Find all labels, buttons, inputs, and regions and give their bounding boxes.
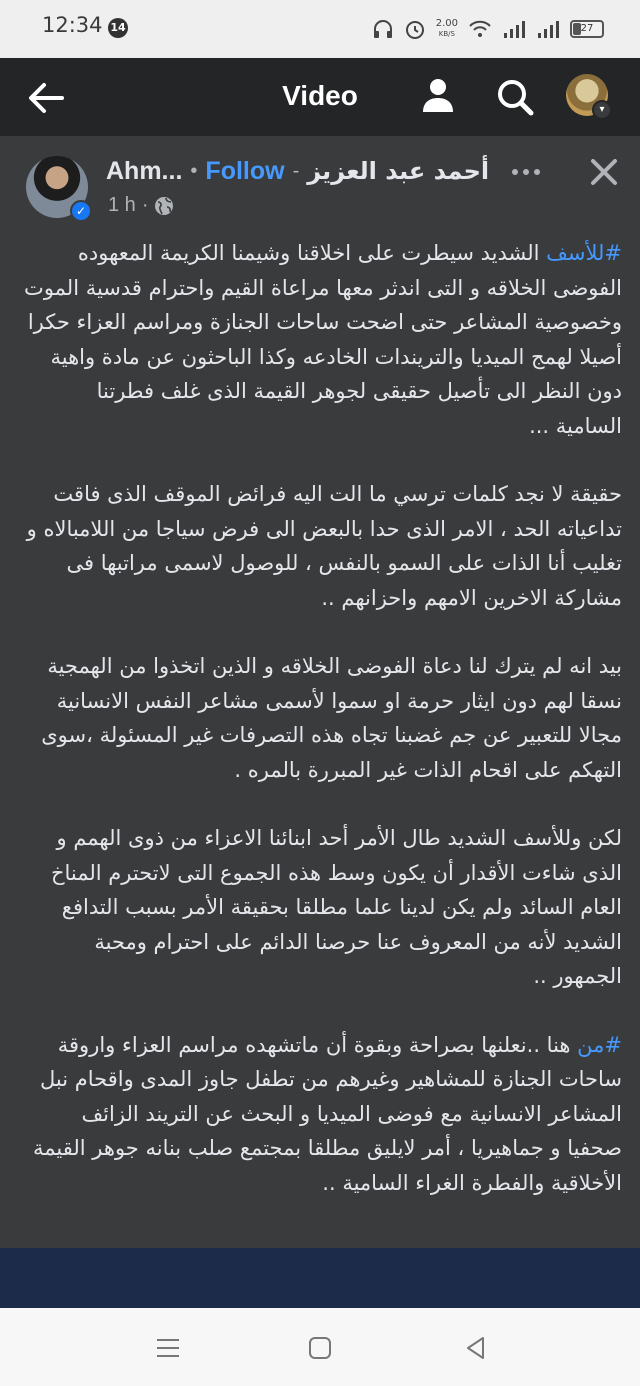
speed-unit: KB/S: [438, 30, 455, 38]
paragraph-text: الشديد سيطرت على اخلاقنا وشيمنا الكريمة المعهوده الفوضى الخلاقه و التى اندثر معها مراعاة القيم واحترام قدسية الموت وخصوصية المشاعر حتى اضحت ساحات الجنازة ومراسم العزاء حكرا أصيلا لهمج الميديا والتريندات الخادعه وكذا الباحثون عن مادة واهية دون النظر الى تأصيل حقيقى لجوهر القيمة الذى غلف فطرتنا السامية ...: [24, 241, 622, 438]
search-icon[interactable]: [494, 76, 536, 118]
paragraph-text: حقيقة لا نجد كلمات ترسي ما الت اليه فرائض الموقف الذى فاقت تداعياته الحد ، الامر الذى حدا بالبعض الى فرض سياجا من اللامبالاه و تغليب أنا الذات على السمو بالنفس ، للوصول لاسمى مراتبها فى مشاركة الاخرين الامهم واحزانهم ..: [26, 482, 622, 610]
separator-dash: -: [292, 159, 300, 182]
battery-level: 27: [580, 23, 594, 34]
hashtag-link[interactable]: #من: [577, 1032, 622, 1057]
paragraph-text: لكن وللأسف الشديد طال الأمر أحد ابنائنا الاعزاء من ذوى الهمم و الذى شاءت الأقدار أن يكون وسط هذه الجموع التى لاتحترم المناخ العام السائد ولم يكن لدينا علما مطلقا بحقيقة الأمر بسبب التدافع الشديد لأنه من المعروف عنا حرصنا الدائم على احترام ومحبة الجمهور ..: [50, 826, 622, 988]
signal-icon-2: [536, 19, 560, 39]
author-name[interactable]: Ahm...: [106, 156, 183, 185]
post-text: [24, 236, 622, 1234]
account-avatar-button[interactable]: [566, 74, 612, 120]
more-dots-icon[interactable]: [508, 158, 544, 186]
post-paragraph: [24, 477, 622, 615]
hashtag-link[interactable]: #للأسف: [546, 241, 622, 265]
person-icon[interactable]: [418, 76, 458, 116]
post-paragraph: [24, 1028, 622, 1201]
separator-dot: •: [190, 159, 198, 182]
close-icon[interactable]: [586, 154, 622, 190]
status-time: 12:34: [42, 13, 103, 37]
status-bar: [0, 0, 640, 58]
post-paragraph: [24, 236, 622, 443]
speed-value: 2.00: [435, 18, 458, 29]
media-strip: [0, 1248, 640, 1308]
post-paragraph: [24, 649, 622, 787]
post-meta: [108, 194, 174, 217]
wifi-icon: [468, 19, 492, 39]
home-icon[interactable]: [306, 1334, 334, 1362]
notification-count-badge: 14: [108, 18, 128, 38]
paragraph-text: بيد انه لم يترك لنا دعاة الفوضى الخلاقه و الذين اتخذوا من الهمجية نسقا لهم دون ايثار حرمة او سموا لأسمى مشاعر النفس الانسانية مجالا للتعبير عن جم غضبنا تجاه هذه التصرفات غير المسئولة ،سوى التهكم على اقحام الذات غير المبررة بالمره .: [41, 654, 622, 782]
status-icons: [372, 14, 604, 44]
signal-icon: [502, 19, 526, 39]
post: [0, 136, 640, 1248]
system-nav-bar: [0, 1308, 640, 1386]
app-bar: [0, 58, 640, 136]
paragraph-text: هنا ..نعلنها بصراحة وبقوة أن ماتشهده مراسم العزاء واروقة ساحات الجنازة للمشاهير وغيرهم من تطفل جاوز المدى واقحام نبل المشاعر الانسانية مع فوضى الميديا و البحث عن التريند الزائف صحفيا و جماهيريا ، أمر لايليق مطلقا بمجتمع صلب بنانه جوهر القيمة الأخلاقية والفطرة الغراء السامية ..: [33, 1032, 622, 1195]
follow-button[interactable]: Follow: [205, 156, 285, 185]
recent-apps-icon[interactable]: [154, 1334, 182, 1362]
page-title: Video: [282, 80, 358, 111]
headphones-icon: [372, 19, 394, 39]
alarm-icon: [404, 18, 426, 40]
author-name-arabic[interactable]: أحمد عبد العزيز: [307, 157, 490, 185]
post-time[interactable]: 1 h: [108, 194, 136, 216]
chevron-down-icon: ▾: [592, 100, 612, 120]
post-header: [106, 154, 489, 188]
back-triangle-icon[interactable]: [462, 1334, 490, 1362]
globe-icon: [154, 196, 174, 216]
battery-icon: [570, 20, 604, 38]
post-paragraph: [24, 821, 622, 994]
verified-check-icon: ✓: [70, 200, 92, 222]
network-speed: [436, 19, 458, 39]
meta-separator: ·: [141, 194, 149, 216]
